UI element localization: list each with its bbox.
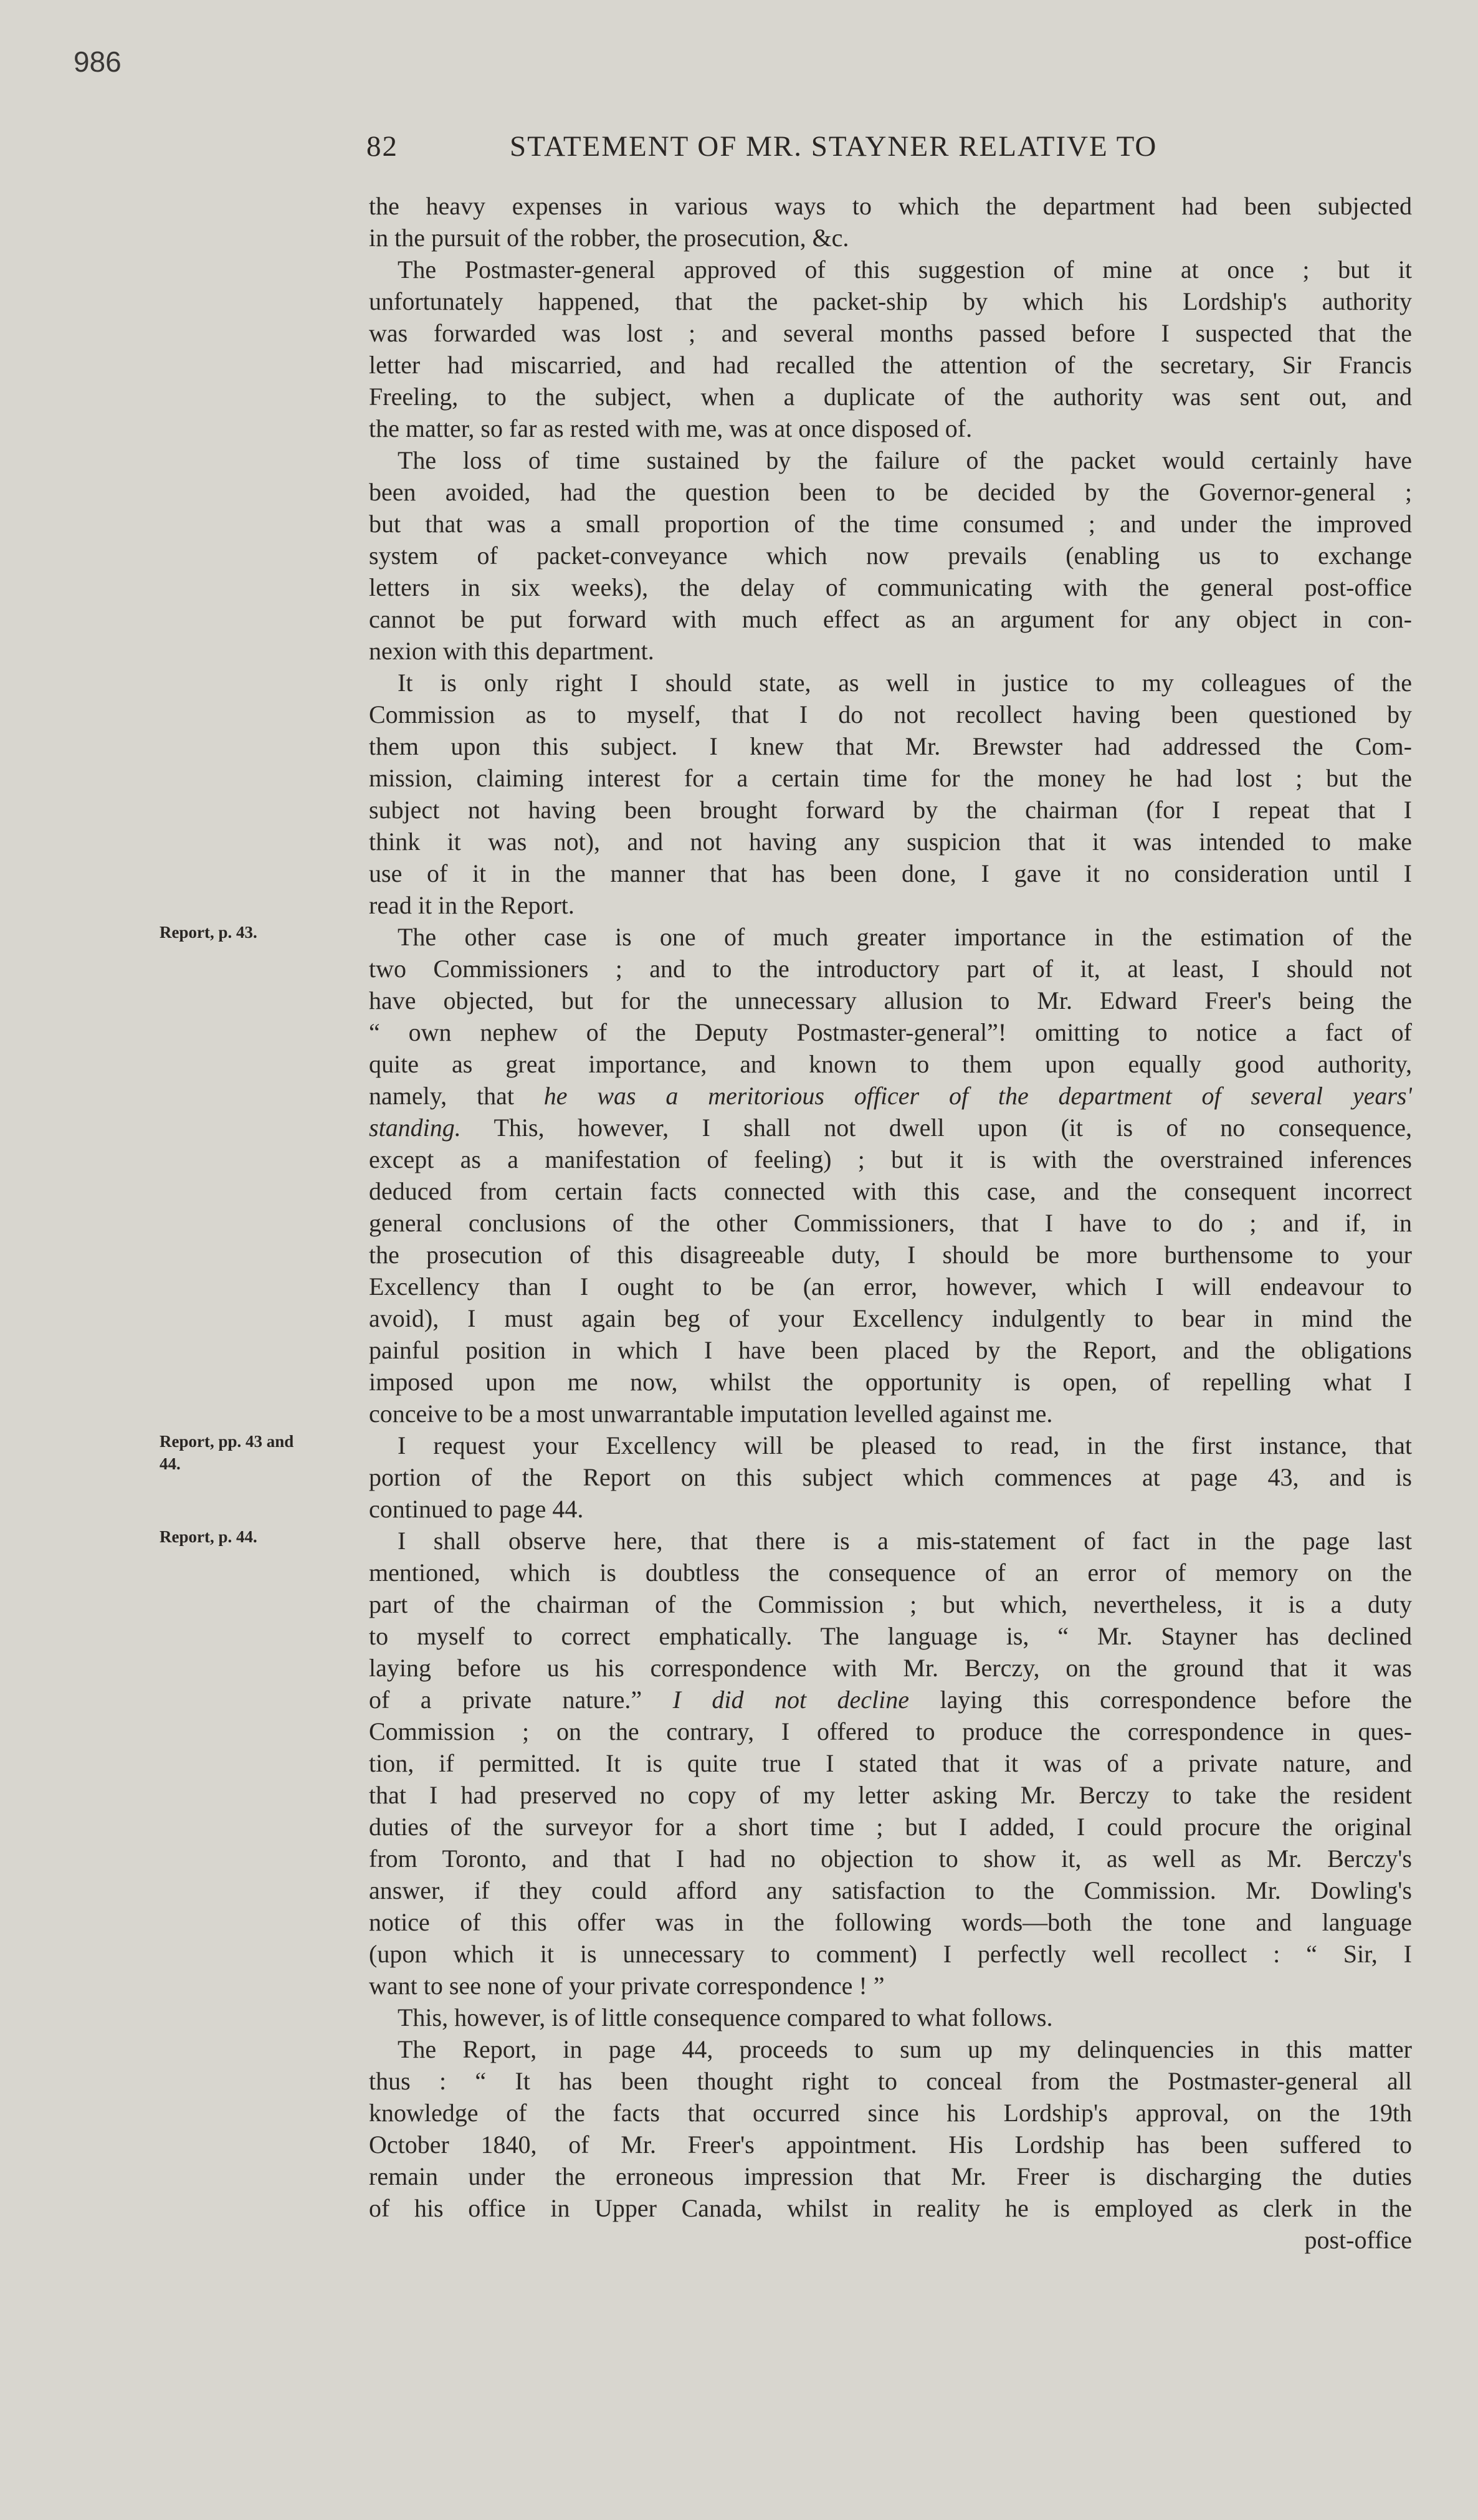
running-head-title: STATEMENT OF MR. STAYNER RELATIVE TO: [510, 130, 1158, 163]
text-line: “ own nephew of the Deputy Postmaster-general”! omitting to notice a fact of: [369, 1018, 1412, 1046]
text-line: laying before us his correspondence with Mr. Berczy, on the ground that it was: [369, 1654, 1412, 1682]
text-line: The loss of time sustained by the failure of the packet would certainly have: [398, 446, 1412, 474]
text-line: system of packet-conveyance which now prevails (enabling us to exchange: [369, 542, 1412, 570]
text-line: (upon which it is unnecessary to comment) I perfectly well recollect : “ Sir, I: [369, 1940, 1412, 1968]
text-line: tion, if permitted. It is quite true I stated that it was of a private nature, and: [369, 1749, 1412, 1777]
text-line: I shall observe here, that there is a mis-statement of fact in the page last: [398, 1527, 1412, 1555]
text-line: subject not having been brought forward by the chairman (for I repeat that I: [369, 796, 1412, 824]
margin-note-line: Report, pp. 43 and: [160, 1432, 294, 1451]
text-line: think it was not), and not having any suspicion that it was intended to make: [369, 828, 1412, 856]
text-line: October 1840, of Mr. Freer's appointment. His Lordship has been suffered to: [369, 2131, 1412, 2159]
text-run: laying this correspondence before the: [940, 1686, 1412, 1714]
text-line: letters in six weeks), the delay of communicating with the general post-office: [369, 573, 1412, 601]
text-line: knowledge of the facts that occurred since his Lordship's approval, on the 19th: [369, 2099, 1412, 2127]
text-line: remain under the erroneous impression that Mr. Freer is discharging the duties: [369, 2162, 1412, 2190]
text-line: Freeling, to the subject, when a duplicate of the authority was sent out, and: [369, 383, 1412, 411]
text-line: general conclusions of the other Commissioners, that I have to do ; and if, in: [369, 1209, 1412, 1237]
text-run: of a private nature.”: [369, 1686, 642, 1714]
italic-text-run: standing.: [369, 1114, 461, 1142]
text-line: mentioned, which is doubtless the consequence of an error of memory on the: [369, 1558, 1412, 1587]
text-line: avoid), I must again beg of your Excellency indulgently to bear in mind the: [369, 1304, 1412, 1332]
text-line: part of the chairman of the Commission ; but which, nevertheless, it is a duty: [369, 1590, 1412, 1618]
text-line: the matter, so far as rested with me, was at once disposed of.: [369, 414, 973, 442]
text-line: quite as great importance, and known to them upon equally good authority,: [369, 1050, 1412, 1078]
text-line: been avoided, had the question been to be decided by the Governor-general ;: [369, 478, 1412, 506]
text-line: read it in the Report.: [369, 891, 575, 919]
text-line: the heavy expenses in various ways to which the department had been subjected: [369, 192, 1412, 220]
text-line: [369, 1080, 1412, 1112]
text-line: to myself to correct emphatically. The language is, “ Mr. Stayner has declined: [369, 1622, 1412, 1650]
text-line: unfortunately happened, that the packet-ship by which his Lordship's authority: [369, 287, 1412, 315]
catchword: post-office: [1304, 2226, 1412, 2254]
text-line: portion of the Report on this subject which commences at page 43, and is: [369, 1463, 1412, 1491]
text-line: answer, if they could afford any satisfaction to the Commission. Mr. Dowling's: [369, 1876, 1412, 1904]
scan-page-number: 986: [74, 45, 122, 78]
margin-note-line: 44.: [160, 1454, 181, 1473]
text-line: conceive to be a most unwarrantable imputation levelled against me.: [369, 1400, 1053, 1428]
text-line: except as a manifestation of feeling) ; but it is with the overstrained inferences: [369, 1145, 1412, 1173]
text-line: two Commissioners ; and to the introductory part of it, at least, I should not: [369, 955, 1412, 983]
text-line: I request your Excellency will be pleased to read, in the first instance, that: [398, 1431, 1412, 1459]
text-line: notice of this offer was in the following words—both the tone and language: [369, 1908, 1412, 1936]
text-line: Commission as to myself, that I do not recollect having been questioned by: [369, 700, 1412, 728]
text-line: deduced from certain facts connected with this case, and the consequent incorrect: [369, 1177, 1412, 1205]
text-line: in the pursuit of the robber, the prosecution, &c.: [369, 224, 849, 252]
text-line: It is only right I should state, as well in justice to my colleagues of the: [398, 669, 1412, 697]
folio: 82: [366, 130, 398, 163]
text-line: have objected, but for the unnecessary allusion to Mr. Edward Freer's being the: [369, 986, 1412, 1014]
text-line: that I had preserved no copy of my letter asking Mr. Berczy to take the resident: [369, 1781, 1412, 1809]
text-line: thus : “ It has been thought right to conceal from the Postmaster-general all: [369, 2067, 1412, 2095]
text-line: but that was a small proportion of the time consumed ; and under the improved: [369, 510, 1412, 538]
text-line: the prosecution of this disagreeable duty, I should be more burthensome to your: [369, 1241, 1412, 1269]
text-run: namely, that: [369, 1082, 514, 1110]
text-line: from Toronto, and that I had no objection to show it, as well as Mr. Berczy's: [369, 1845, 1412, 1873]
text-line: [369, 1684, 1412, 1716]
text-line: mission, claiming interest for a certain time for the money he had lost ; but the: [369, 764, 1412, 792]
text-line: them upon this subject. I knew that Mr. Brewster had addressed the Com-: [369, 732, 1412, 760]
text-line: letter had miscarried, and had recalled the attention of the secretary, Sir Francis: [369, 351, 1412, 379]
text-line: imposed upon me now, whilst the opportunity is open, of repelling what I: [369, 1368, 1412, 1396]
text-line: The other case is one of much greater importance in the estimation of the: [398, 923, 1412, 951]
text-line: duties of the surveyor for a short time ; but I added, I could procure the original: [369, 1813, 1412, 1841]
text-line: of his office in Upper Canada, whilst in reality he is employed as clerk in the: [369, 2194, 1412, 2222]
text-run: This, however, I shall not dwell upon (it is of no consequence,: [493, 1114, 1412, 1142]
running-head: [366, 130, 1412, 167]
italic-text-run: he was a meritorious officer of the department of several years': [543, 1082, 1412, 1110]
text-line: painful position in which I have been placed by the Report, and the obligations: [369, 1336, 1412, 1364]
text-line: nexion with this department.: [369, 637, 654, 665]
text-line: was forwarded was lost ; and several months passed before I suspected that the: [369, 319, 1412, 347]
text-line: The Report, in page 44, proceeds to sum up my delinquencies in this matter: [398, 2035, 1412, 2063]
text-line: use of it in the manner that has been done, I gave it no consideration until I: [369, 859, 1412, 887]
text-line: Commission ; on the contrary, I offered to produce the correspondence in ques-: [369, 1717, 1412, 1745]
body-text: [369, 190, 1412, 2256]
text-line: continued to page 44.: [369, 1495, 584, 1523]
text-line: This, however, is of little consequence compared to what follows.: [398, 2003, 1053, 2031]
text-line: The Postmaster-general approved of this suggestion of mine at once ; but it: [398, 255, 1412, 284]
margin-note-report-p43: Report, p. 43.: [160, 923, 257, 942]
margin-note-report-pp43-44: [160, 1430, 293, 1475]
margin-note-report-p44: Report, p. 44.: [160, 1527, 257, 1546]
text-line: [369, 1112, 1412, 1143]
text-line: cannot be put forward with much effect as an argument for any object in con-: [369, 605, 1412, 633]
text-line: Excellency than I ought to be (an error, however, which I will endeavour to: [369, 1272, 1412, 1301]
text-line: want to see none of your private correspondence ! ”: [369, 1972, 885, 2000]
italic-text-run: I did not decline: [672, 1686, 909, 1714]
